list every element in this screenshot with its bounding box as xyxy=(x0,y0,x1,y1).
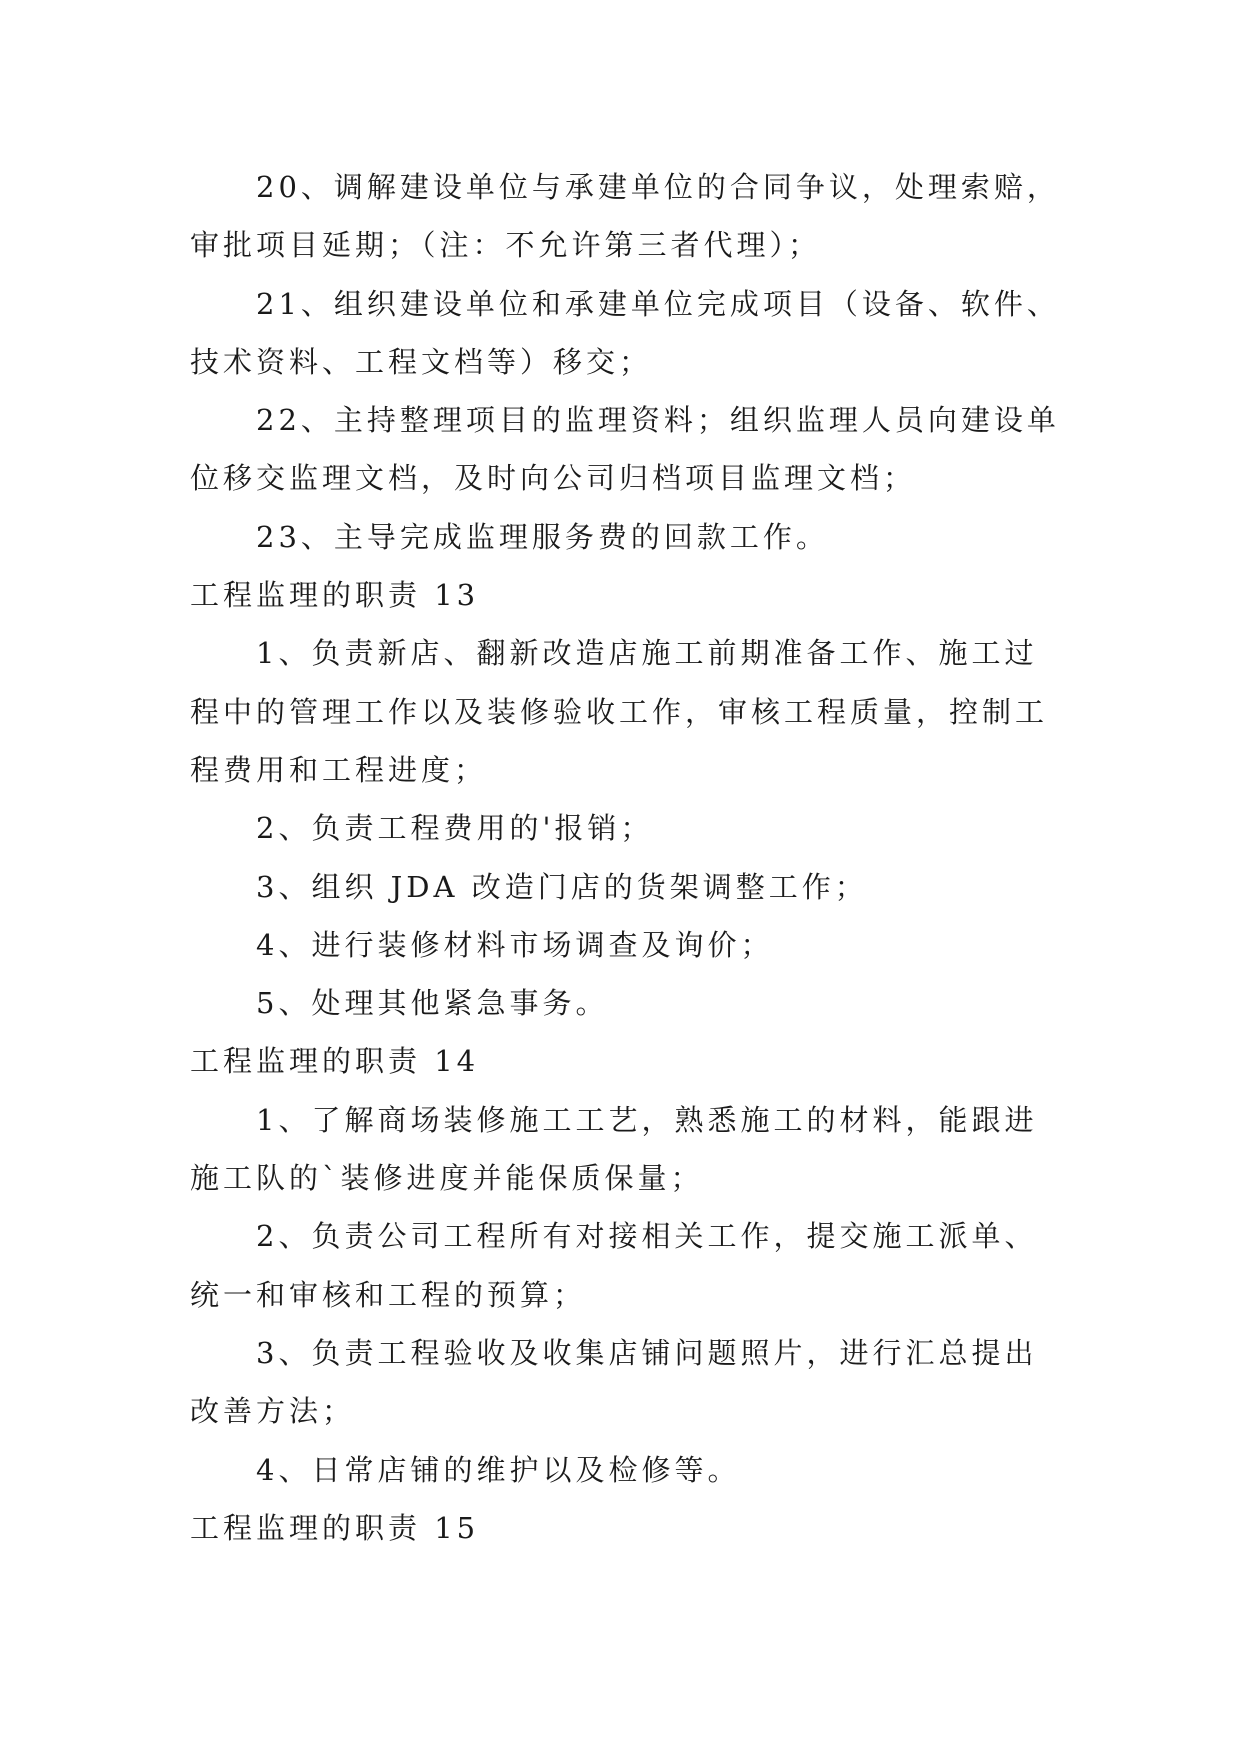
paragraph-item-14-3: 3、负责工程验收及收集店铺问题照片，进行汇总提出改善方法； xyxy=(190,1335,1038,1429)
paragraph-item-14-2: 2、负责公司工程所有对接相关工作，提交施工派单、统一和审核和工程的预算； xyxy=(190,1219,1038,1312)
paragraph-item-13-5: 5、处理其他紧急事务。 xyxy=(256,986,609,1021)
paragraph-item-13-1: 1、负责新店、翻新改造店施工前期准备工作、施工过程中的管理工作以及装修验收工作，审核工程质量，控制工程费用和工程进度； xyxy=(190,636,1049,787)
section-heading-15: 工程监理的职责 15 xyxy=(190,1510,480,1545)
paragraph-item-22: 22、主持整理项目的监理资料；组织监理人员向建设单位移交监理文档，及时向公司归档项目监理文档； xyxy=(190,403,1060,496)
paragraph-item-13-4: 4、进行装修材料市场调查及询价； xyxy=(256,927,774,962)
section-heading-14: 工程监理的职责 14 xyxy=(190,1044,480,1079)
paragraph-item-13-3: 3、组织 JDA 改造门店的货架调整工作； xyxy=(256,869,868,904)
paragraph-item-14-1: 1、了解商场装修施工工艺，熟悉施工的材料，能跟进施工队的`装修进度并能保质保量； xyxy=(190,1102,1038,1196)
paragraph-item-21: 21、组织建设单位和承建单位完成项目（设备、软件、技术资料、工程文档等）移交； xyxy=(190,286,1060,379)
document-body xyxy=(190,158,1070,1557)
paragraph-item-23: 23、主导完成监理服务费的回款工作。 xyxy=(256,519,829,554)
paragraph-item-20: 20、调解建设单位与承建单位的合同争议，处理索赔，审批项目延期；（注：不允许第三者代理）； xyxy=(190,170,1060,263)
paragraph-item-13-2: 2、负责工程费用的'报销； xyxy=(256,811,654,846)
section-heading-13: 工程监理的职责 13 xyxy=(190,578,480,613)
paragraph-item-14-4: 4、日常店铺的维护以及检修等。 xyxy=(256,1452,741,1487)
